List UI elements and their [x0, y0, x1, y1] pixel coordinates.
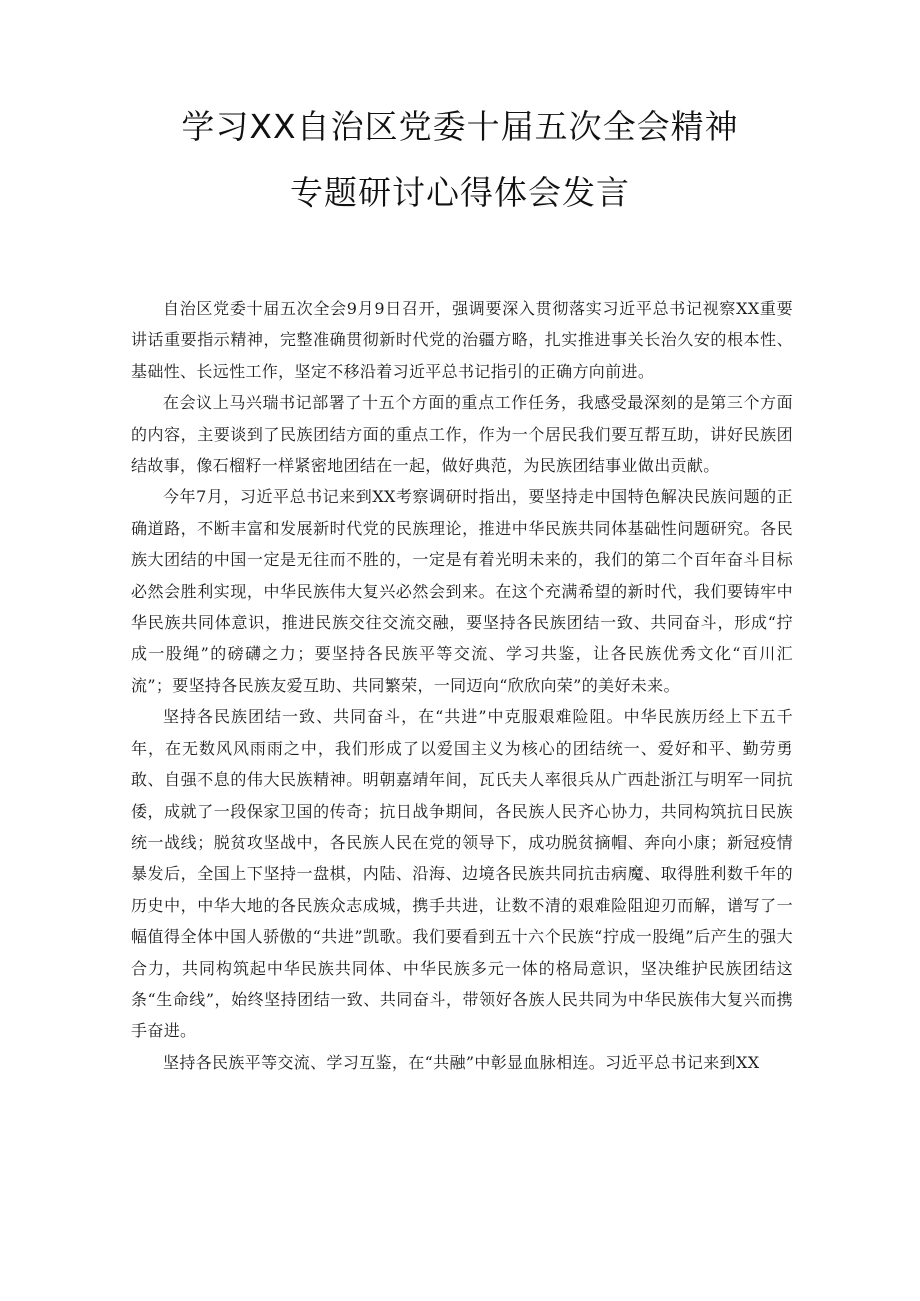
document-title-line-2: 专题研讨心得体会发言 — [290, 173, 630, 212]
paragraph-2: 在会议上马兴瑞书记部署了十五个方面的重点工作任务，我感受最深刻的是第三个方面的内容，主要谈到了民族团结方面的重点工作，作为一个居民我们要互帮互助，讲好民族团结故事，像石榴籽一样紧密地团结在一起，做好典范，为民族团结事业做出贡献。 — [131, 393, 793, 476]
paragraph-5: 坚持各民族平等交流、学习互鉴，在“共融”中彰显血脉相连。习近平总书记来到XX — [163, 1052, 760, 1072]
paragraph-1: 自治区党委十届五次全会9月9日召开，强调要深入贯彻落实习近平总书记视察XX重要讲话重要指示精神，完整准确贯彻新时代党的治疆方略，扎实推进事关长治久安的根本性、基础性、长远性工作，坚定不移沿着习近平总书记指引的正确方向前进。 — [131, 299, 793, 381]
paragraph-3: 今年7月，习近平总书记来到XX考察调研时指出，要坚持走中国特色解决民族问题的正确道路，不断丰富和发展新时代党的民族理论，推进中华民族共同体基础性问题研究。各民族大团结的中国一定是无往而不胜的，一定是有着光明未来的，我们的第二个百年奋斗目标必然会胜利实现，中华民族伟大复兴必然会到来。在这个充满希望的新时代，我们要铸牢中华民族共同体意识，推进民族交往交流交融，要坚持各民族团结一致、共同奋斗，形成“拧成一股绳”的磅礴之力；要坚持各民族平等交流、学习共鉴，让各民族优秀文化“百川汇流”；要坚持各民族友爱互助、共同繁荣，一同迈向“欣欣向荣”的美好未来。 — [131, 487, 793, 695]
document-title-line-1: 学习XX自治区党委十届五次全会精神 — [181, 107, 739, 146]
paragraph-4: 坚持各民族团结一致、共同奋斗，在“共进”中克服艰难险阻。中华民族历经上下五千年，在无数风风雨雨之中，我们形成了以爱国主义为核心的团结统一、爱好和平、勤劳勇敢、自强不息的伟大民族精神。明朝嘉靖年间，瓦氏夫人率很兵从广西赴浙江与明军一同抗倭，成就了一段保家卫国的传奇；抗日战争期间，各民族人民齐心协力，共同构筑抗日民族统一战线；脱贫攻坚战中，各民族人民在党的领导下，成功脱贫摘帽、奔向小康；新冠疫情暴发后，全国上下坚持一盘棋，内陆、沿海、边境各民族共同抗击病魔、取得胜利数千年的历史中，中华大地的各民族众志成城，携手共进，让数不清的艰难险阻迎刃而解，谱写了一幅值得全体中国人骄傲的“共进”凯歌。我们要看到五十六个民族“拧成一股绳”后产生的强大合力，共同构筑起中华民族共同体、中华民族多元一体的格局意识，坚决维护民族团结这条“生命线”，始终坚持团结一致、共同奋斗，带领好各族人民共同为中华民族伟大复兴而携手奋进。 — [131, 707, 793, 1041]
document-body — [131, 293, 793, 1078]
